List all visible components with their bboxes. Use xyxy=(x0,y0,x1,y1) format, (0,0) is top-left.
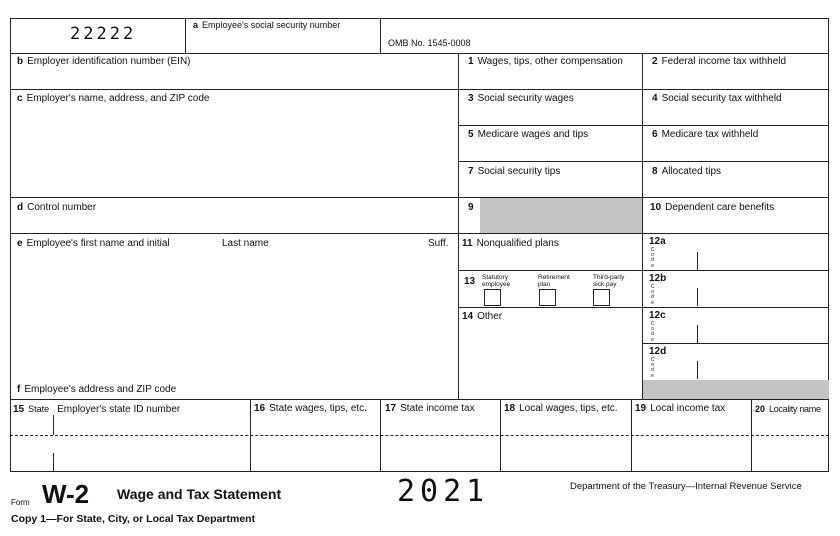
box-12d-amount-field[interactable] xyxy=(699,358,828,379)
box-a-label: a Employee's social security number xyxy=(193,20,341,30)
box-1-label: 1 Wages, tips, other compensation xyxy=(468,56,623,67)
box-1-field[interactable] xyxy=(459,68,641,88)
divider xyxy=(10,399,829,400)
divider xyxy=(10,435,829,436)
box-16-label: 16 State wages, tips, etc. xyxy=(254,403,367,414)
divider xyxy=(10,89,458,90)
copy-designation: Copy 1—For State, City, or Local Tax Department xyxy=(11,513,256,525)
divider xyxy=(10,197,829,198)
box-d-label: d Control number xyxy=(17,202,97,213)
box-12b-label: 12b xyxy=(649,273,667,284)
box-18-label: 18 Local wages, tips, etc. xyxy=(504,403,618,414)
box-12d-label: 12d xyxy=(649,346,667,357)
box-c-field[interactable] xyxy=(11,106,457,196)
code-label: C o d e xyxy=(650,284,655,306)
third-party-sick-pay-checkbox[interactable] xyxy=(593,289,610,306)
box-4-field[interactable] xyxy=(643,105,828,124)
box-7-label: 7 Social security tips xyxy=(468,166,561,177)
box-d-field[interactable] xyxy=(11,214,457,232)
box-17-label: 17 State income tax xyxy=(385,403,475,414)
divider xyxy=(380,18,381,53)
box-3-label: 3 Social security wages xyxy=(468,93,574,104)
state-row-1-field[interactable] xyxy=(11,416,829,434)
form-name: W-2 xyxy=(42,479,90,509)
box-12c-amount-field[interactable] xyxy=(699,322,828,342)
box-12c-code-field[interactable] xyxy=(658,322,696,342)
box-14-label: 14 Other xyxy=(462,311,503,322)
box-c-label: c Employer's name, address, and ZIP code xyxy=(17,93,210,104)
box-5-field[interactable] xyxy=(459,141,641,160)
box-12b-code-field[interactable] xyxy=(658,286,696,306)
third-party-sick-pay-label: Third-party sick pay xyxy=(593,274,625,288)
box-12c-label: 12c xyxy=(649,310,666,321)
box-11-label: 11 Nonqualified plans xyxy=(462,238,559,249)
divider xyxy=(458,270,829,271)
tax-year: 2021 xyxy=(397,474,490,509)
code-label: C o d e xyxy=(650,357,655,379)
divider xyxy=(10,53,829,54)
retirement-plan-checkbox[interactable] xyxy=(539,289,556,306)
divider xyxy=(10,233,829,234)
box-13-number: 13 xyxy=(464,276,476,287)
divider xyxy=(697,288,698,306)
divider xyxy=(642,307,829,308)
box-4-label: 4 Social security tax withheld xyxy=(652,93,782,104)
box-2-label: 2 Federal income tax withheld xyxy=(652,56,787,67)
box-8-label: 8 Allocated tips xyxy=(652,166,722,177)
box-f-label: f Employee's address and ZIP code xyxy=(17,384,177,395)
box-12-shaded xyxy=(643,380,829,399)
form-title: Wage and Tax Statement xyxy=(117,486,282,502)
retirement-plan-label: Retirement plan xyxy=(538,274,570,288)
box-12a-code-field[interactable] xyxy=(658,249,696,269)
form-word: Form xyxy=(11,498,30,507)
box-b-field[interactable] xyxy=(11,68,457,88)
statutory-employee-checkbox[interactable] xyxy=(484,289,501,306)
box-19-label: 19 Local income tax xyxy=(635,403,726,414)
divider xyxy=(642,343,829,344)
box-e-suffix-label: Suff. xyxy=(428,238,449,249)
box-6-label: 6 Medicare tax withheld xyxy=(652,129,759,140)
box-10-field[interactable] xyxy=(643,214,828,232)
box-e-label: e Employee's first name and initial xyxy=(17,238,170,249)
box-e-last-name-label: Last name xyxy=(222,238,269,249)
box-12d-code-field[interactable] xyxy=(658,358,696,379)
department-text: Department of the Treasury—Internal Revenue Service xyxy=(570,481,802,492)
box-2-field[interactable] xyxy=(643,68,828,88)
divider xyxy=(697,361,698,379)
divider xyxy=(697,325,698,343)
box-5-label: 5 Medicare wages and tips xyxy=(468,129,589,140)
divider xyxy=(458,89,829,90)
divider xyxy=(458,161,829,162)
box-e-field[interactable] xyxy=(11,252,457,380)
divider xyxy=(458,307,642,308)
box-12b-amount-field[interactable] xyxy=(699,286,828,306)
code-label: C o d e xyxy=(650,321,655,343)
box-15-label: 15 State Employer's state ID number xyxy=(13,404,181,415)
box-11-field[interactable] xyxy=(459,251,641,269)
omb-number: OMB No. 1545-0008 xyxy=(388,38,471,48)
divider xyxy=(458,125,829,126)
box-12a-label: 12a xyxy=(649,236,666,247)
statutory-employee-label: Statutory employee xyxy=(482,274,511,288)
box-14-field[interactable] xyxy=(459,324,641,398)
box-12a-amount-field[interactable] xyxy=(699,249,828,269)
divider xyxy=(697,252,698,270)
box-9-shaded xyxy=(480,198,642,233)
box-3-field[interactable] xyxy=(459,105,641,124)
box-9-label: 9 xyxy=(468,202,474,213)
box-6-field[interactable] xyxy=(643,141,828,160)
control-code: 22222 xyxy=(70,24,137,44)
code-label: C o d e xyxy=(650,247,655,269)
box-20-label: 20 Locality name xyxy=(755,404,821,414)
box-10-label: 10 Dependent care benefits xyxy=(650,202,775,213)
box-8-field[interactable] xyxy=(643,178,828,196)
state-row-2-field[interactable] xyxy=(11,437,829,471)
box-7-field[interactable] xyxy=(459,178,641,196)
box-a-field[interactable] xyxy=(186,30,379,52)
box-b-label: b Employer identification number (EIN) xyxy=(17,56,191,67)
